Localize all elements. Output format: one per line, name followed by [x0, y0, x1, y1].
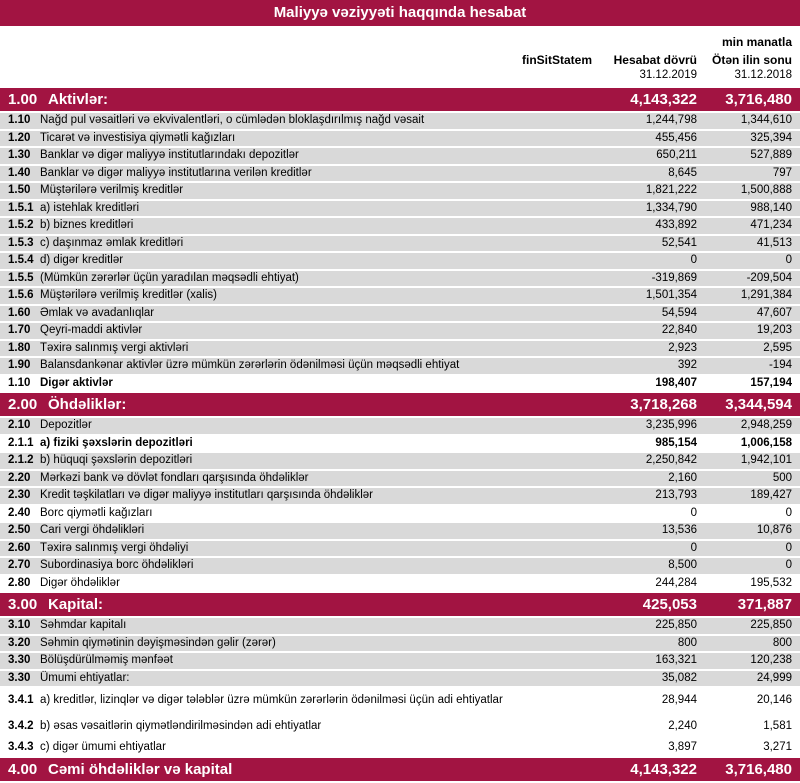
- column-header-period-title: Hesabat dövrü: [613, 53, 697, 67]
- row-label: Banklar və digər maliyyə institutlarına verilən kreditlər: [40, 166, 312, 179]
- row-label: c) daşınmaz əmlak kreditləri: [40, 236, 184, 249]
- row-value-2018: 500: [772, 471, 792, 484]
- row-label: Subordinasiya borc öhdəlikləri: [40, 559, 194, 572]
- row-value-2019: 2,250,842: [645, 454, 697, 467]
- table-row: [0, 376, 800, 392]
- row-value-2018: 3,271: [763, 741, 792, 754]
- row-value-2019: 52,541: [661, 236, 697, 249]
- table-row: [0, 488, 800, 504]
- row-label: Digər öhdəliklər: [40, 576, 120, 589]
- row-label: Mərkəzi bank və dövlət fondları qarşısında öhdəliklər: [40, 471, 309, 484]
- row-label: Borc qiymətli kağızları: [40, 506, 153, 519]
- row-code: 1.5.5: [8, 271, 34, 284]
- row-value-2019: 163,321: [655, 654, 697, 667]
- row-value-2018: 471,234: [750, 219, 792, 232]
- row-code: 2.30: [8, 489, 31, 502]
- row-label: Cəmi öhdəliklər və kapital: [48, 760, 233, 778]
- row-label: Banklar və digər maliyyə institutlarındakı depozitlər: [40, 149, 299, 162]
- table-row: [0, 740, 800, 756]
- row-value-2019: 0: [690, 506, 697, 519]
- row-value-2019: 425,053: [642, 596, 697, 613]
- row-value-2018: 20,146: [756, 693, 792, 706]
- row-label: Kredit təşkilatları və digər maliyyə institutları qarşısında öhdəliklər: [40, 489, 374, 502]
- row-value-2018: 1,942,101: [740, 454, 792, 467]
- row-value-2019: 1,334,790: [645, 201, 697, 214]
- row-value-2019: 13,536: [661, 524, 697, 537]
- row-code: 1.5.6: [8, 289, 34, 302]
- row-value-2019: 650,211: [656, 149, 697, 162]
- row-label: (Mümkün zərərlər üçün yaradılan məqsədli ehtiyat): [40, 271, 299, 284]
- row-value-2019: -319,869: [651, 271, 697, 284]
- row-code: 3.00: [8, 596, 38, 613]
- row-code: 3.4.2: [8, 719, 34, 732]
- row-label: a) fiziki şəxslərin depozitləri: [40, 436, 193, 449]
- row-value-2018: 797: [772, 166, 792, 179]
- row-code: 1.5.2: [8, 219, 34, 232]
- column-header-period: [602, 53, 697, 83]
- row-label: c) digər ümumi ehtiyatlar: [40, 741, 166, 754]
- row-label: Cari vergi öhdəlikləri: [40, 524, 145, 537]
- row-code: 3.4.1: [8, 693, 34, 706]
- table-row: [0, 306, 800, 322]
- row-label: Ticarət və investisiya qiymətli kağızları: [40, 131, 236, 144]
- row-code: 2.70: [8, 559, 31, 572]
- table-row: [0, 148, 800, 164]
- table-row: [0, 471, 800, 487]
- row-value-2019: 433,892: [655, 219, 697, 232]
- row-value-2019: 1,244,798: [645, 114, 697, 127]
- table-row: [0, 218, 800, 234]
- table-row: [0, 271, 800, 287]
- row-value-2019: 244,284: [655, 576, 697, 589]
- table-row: [0, 131, 800, 147]
- column-header-prior-date: 31.12.2018: [734, 69, 792, 81]
- row-value-2018: 189,427: [750, 489, 792, 502]
- row-value-2018: 157,194: [750, 376, 792, 389]
- row-value-2018: 325,394: [750, 131, 792, 144]
- row-code: 1.40: [8, 166, 31, 179]
- section-header-row: [0, 593, 800, 616]
- row-label: Təxirə salınmış vergi aktivləri: [40, 341, 189, 354]
- row-value-2019: 985,154: [655, 436, 697, 449]
- table-row: [0, 288, 800, 304]
- row-code: 1.70: [8, 324, 31, 337]
- row-label: Əmlak və avadanlıqlar: [40, 306, 155, 319]
- row-label: Depozitlər: [40, 419, 92, 432]
- row-code: 1.00: [8, 91, 38, 108]
- table-row: [0, 183, 800, 199]
- row-value-2019: 3,897: [668, 741, 697, 754]
- row-code: 2.80: [8, 576, 31, 589]
- row-value-2018: 41,513: [756, 236, 792, 249]
- row-value-2018: 1,291,384: [740, 289, 792, 302]
- row-code: 3.30: [8, 654, 31, 667]
- column-header-prior-title: Ötən ilin sonu: [712, 53, 792, 67]
- column-header-label: finSitStatem: [521, 53, 592, 67]
- row-code: 1.10: [8, 114, 31, 127]
- row-label: Müştərilərə verilmiş kreditlər (xalis): [40, 289, 217, 302]
- row-value-2018: 2,948,259: [740, 419, 792, 432]
- row-label: a) kreditlər, lizinqlər və digər tələblər üzrə mümkün zərərlərin ödənilməsi üçün adi ehtiyatlar: [40, 693, 503, 706]
- table-row: [0, 323, 800, 339]
- row-value-2018: 0: [785, 559, 792, 572]
- row-value-2018: 0: [785, 506, 792, 519]
- row-value-2018: 195,532: [750, 576, 792, 589]
- row-value-2018: 1,500,888: [740, 184, 792, 197]
- row-value-2018: 0: [785, 254, 792, 267]
- row-value-2018: 1,006,158: [740, 436, 792, 449]
- column-header-prior: [697, 53, 800, 83]
- row-value-2019: 3,718,268: [630, 396, 697, 413]
- row-code: 1.10: [8, 376, 31, 389]
- row-value-2019: 8,500: [668, 559, 697, 572]
- row-code: 3.30: [8, 671, 31, 684]
- row-value-2018: 120,238: [750, 654, 792, 667]
- row-value-2018: -209,504: [746, 271, 792, 284]
- row-code: 1.60: [8, 306, 31, 319]
- row-value-2019: 4,143,322: [630, 760, 697, 778]
- row-value-2019: 225,850: [655, 619, 697, 632]
- row-label: a) istehlak kreditləri: [40, 201, 140, 214]
- row-code: 1.90: [8, 359, 31, 372]
- table-row: [0, 418, 800, 434]
- row-value-2019: 800: [677, 636, 697, 649]
- row-value-2019: 1,821,222: [645, 184, 697, 197]
- row-value-2019: 198,407: [655, 376, 697, 389]
- row-label: Nağd pul vəsaitləri və ekvivalentləri, o cümlədən bloklaşdırılmış nağd vəsait: [40, 114, 425, 127]
- row-value-2019: 2,240: [668, 719, 697, 732]
- row-value-2019: 4,143,322: [630, 91, 697, 108]
- row-code: 2.60: [8, 541, 31, 554]
- row-value-2019: 455,456: [655, 131, 697, 144]
- table-row: [0, 453, 800, 469]
- row-code: 2.1.1: [8, 436, 34, 449]
- row-label: Səhmin qiymətinin dəyişməsindən gəlir (zərər): [40, 636, 276, 649]
- row-label: Müştərilərə verilmiş kreditlər: [40, 184, 184, 197]
- row-label: Aktivlər:: [48, 91, 109, 108]
- row-value-2018: 3,716,480: [725, 91, 792, 108]
- row-code: 2.00: [8, 396, 38, 413]
- row-value-2018: 3,344,594: [725, 396, 792, 413]
- table-row: [0, 201, 800, 217]
- table-row: [0, 576, 800, 592]
- row-code: 3.10: [8, 619, 31, 632]
- row-code: 1.80: [8, 341, 31, 354]
- row-value-2018: 47,607: [756, 306, 792, 319]
- section-header-row: [0, 393, 800, 416]
- row-value-2018: 800: [772, 636, 792, 649]
- row-value-2019: 8,645: [668, 166, 697, 179]
- row-label: Kapital:: [48, 596, 104, 613]
- row-code: 1.5.4: [8, 254, 34, 267]
- row-code: 2.10: [8, 419, 31, 432]
- row-value-2018: 2,595: [763, 341, 792, 354]
- row-label: b) əsas vəsaitlərin qiymətləndirilməsindən adi ehtiyatlar: [40, 719, 322, 732]
- row-value-2018: 371,887: [737, 596, 792, 613]
- row-value-2018: 1,581: [763, 719, 792, 732]
- row-label: d) digər kreditlər: [40, 254, 124, 267]
- row-code: 2.20: [8, 471, 31, 484]
- row-code: 1.5.3: [8, 236, 34, 249]
- row-value-2019: 2,923: [668, 341, 697, 354]
- row-label: Öhdəliklər:: [48, 396, 127, 413]
- table-row: [0, 523, 800, 539]
- table-row: [0, 113, 800, 129]
- unit-note: min manatla: [721, 35, 792, 49]
- report-title: Maliyyə vəziyyəti haqqında hesabat: [0, 0, 800, 26]
- section-header-row: [0, 758, 800, 781]
- table-row: [0, 358, 800, 374]
- row-value-2018: 0: [785, 541, 792, 554]
- table-row: [0, 636, 800, 652]
- row-code: 1.20: [8, 131, 31, 144]
- row-code: 1.30: [8, 149, 31, 162]
- row-value-2018: 24,999: [756, 671, 792, 684]
- row-value-2018: -194: [768, 359, 792, 372]
- row-value-2019: 3,235,996: [645, 419, 697, 432]
- row-value-2018: 225,850: [750, 619, 792, 632]
- table-row: [0, 618, 800, 634]
- table-row: [0, 253, 800, 269]
- table-row: [0, 671, 800, 687]
- column-headers: [0, 51, 800, 88]
- row-value-2019: 0: [690, 254, 697, 267]
- row-label: Qeyri-maddi aktivlər: [40, 324, 143, 337]
- row-label: Digər aktivlər: [40, 376, 113, 389]
- row-value-2019: 0: [690, 541, 697, 554]
- row-code: 1.50: [8, 184, 31, 197]
- row-value-2019: 2,160: [668, 471, 697, 484]
- row-code: 2.50: [8, 524, 31, 537]
- row-code: 3.20: [8, 636, 31, 649]
- row-label: b) biznes kreditləri: [40, 219, 134, 232]
- row-value-2019: 22,840: [661, 324, 697, 337]
- row-label: Balansdankənar aktivlər üzrə mümkün zərərlərin ödənilməsi üçün məqsədli ehtiyat: [40, 359, 460, 372]
- row-value-2018: 19,203: [756, 324, 792, 337]
- row-label: Təxirə salınmış vergi öhdəliyi: [40, 541, 189, 554]
- row-code: 4.00: [8, 760, 38, 778]
- table-row: [0, 558, 800, 574]
- row-code: 2.40: [8, 506, 31, 519]
- statement-table: [0, 88, 800, 781]
- row-value-2019: 28,944: [661, 693, 697, 706]
- row-label: b) hüquqi şəxslərin depozitləri: [40, 454, 193, 467]
- table-row: [0, 714, 800, 738]
- row-code: 1.5.1: [8, 201, 34, 214]
- row-value-2019: 1,501,354: [645, 289, 697, 302]
- table-row: [0, 236, 800, 252]
- row-value-2019: 35,082: [661, 671, 697, 684]
- column-header-period-date: 31.12.2019: [639, 69, 697, 81]
- row-value-2019: 54,594: [661, 306, 697, 319]
- row-value-2019: 213,793: [655, 489, 697, 502]
- table-row: [0, 436, 800, 452]
- row-code: 2.1.2: [8, 454, 34, 467]
- row-label: Səhmdar kapitalı: [40, 619, 127, 632]
- row-value-2018: 10,876: [756, 524, 792, 537]
- row-value-2018: 988,140: [750, 201, 792, 214]
- row-code: 3.4.3: [8, 741, 34, 754]
- section-header-row: [0, 88, 800, 111]
- table-row: [0, 506, 800, 522]
- row-value-2018: 1,344,610: [740, 114, 792, 127]
- row-label: Ümumi ehtiyatlar:: [40, 671, 130, 684]
- table-row: [0, 688, 800, 712]
- row-value-2018: 3,716,480: [725, 760, 792, 778]
- table-row: [0, 166, 800, 182]
- table-row: [0, 341, 800, 357]
- row-label: Bölüşdürülməmiş mənfəət: [40, 654, 173, 667]
- table-row: [0, 541, 800, 557]
- table-row: [0, 653, 800, 669]
- row-value-2019: 392: [677, 359, 697, 372]
- row-value-2018: 527,889: [750, 149, 792, 162]
